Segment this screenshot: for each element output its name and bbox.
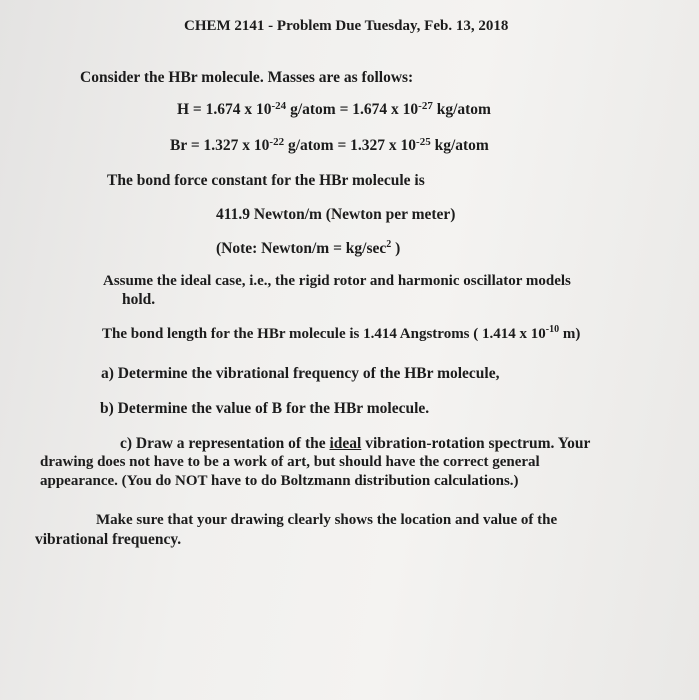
mass-h-line [177, 100, 491, 119]
header-title: CHEM 2141 - Problem Due Tuesday, Feb. 13, 2018 [184, 18, 509, 34]
question-a: a) Determine the vibrational frequency of the HBr molecule, [101, 365, 500, 382]
mass-h-exp1: -24 [271, 100, 287, 112]
question-c-text-2: vibration-rotation spectrum. Your [361, 435, 591, 452]
bond-length-unit: m) [559, 326, 581, 342]
question-c-line-3: appearance. (You do NOT have to do Boltzmann distribution calculations.) [40, 473, 519, 489]
question-c-line-1 [120, 434, 590, 453]
mass-h-part-c: kg/atom [432, 101, 491, 118]
final-line-2: vibrational frequency. [35, 531, 182, 548]
final-line-1: Make sure that your drawing clearly shows the location and value of the [96, 512, 558, 528]
mass-h-part-b: g/atom = 1.674 x 10 [286, 101, 419, 118]
question-c-line-2: drawing does not have to be a work of art, but should have the correct general [40, 454, 540, 470]
assume-line-1: Assume the ideal case, i.e., the rigid rotor and harmonic oscillator models [103, 273, 571, 289]
force-constant-value: 411.9 Newton/m (Newton per meter) [216, 206, 456, 223]
question-b: b) Determine the value of B for the HBr molecule. [100, 400, 430, 417]
bond-length-line [102, 325, 580, 344]
intro-text: Consider the HBr molecule. Masses are as follows: [80, 69, 414, 86]
mass-br-exp1: -22 [269, 136, 285, 148]
question-c-text-1: c) Draw a representation of the [120, 435, 330, 452]
mass-h-part-a: H = 1.674 x 10 [177, 101, 272, 118]
force-constant-intro: The bond force constant for the HBr molecule is [107, 172, 425, 189]
bond-length-text: The bond length for the HBr molecule is 1.414 Angstroms ( 1.414 x 10 [102, 326, 546, 342]
assume-line-2: hold. [122, 291, 156, 308]
note-exponent: 2 [386, 238, 392, 250]
note-close: ) [391, 240, 401, 257]
note-text: (Note: Newton/m = kg/sec [216, 240, 387, 257]
question-c-ideal: ideal [329, 435, 362, 452]
bond-length-exp: -10 [545, 324, 560, 335]
mass-br-part-a: Br = 1.327 x 10 [170, 137, 270, 154]
mass-br-part-b: g/atom = 1.327 x 10 [284, 137, 417, 154]
mass-br-line [170, 136, 489, 155]
mass-br-exp2: -25 [416, 136, 431, 148]
mass-h-exp2: -27 [418, 100, 433, 112]
force-constant-note [216, 239, 400, 258]
mass-br-part-c: kg/atom [430, 137, 489, 154]
